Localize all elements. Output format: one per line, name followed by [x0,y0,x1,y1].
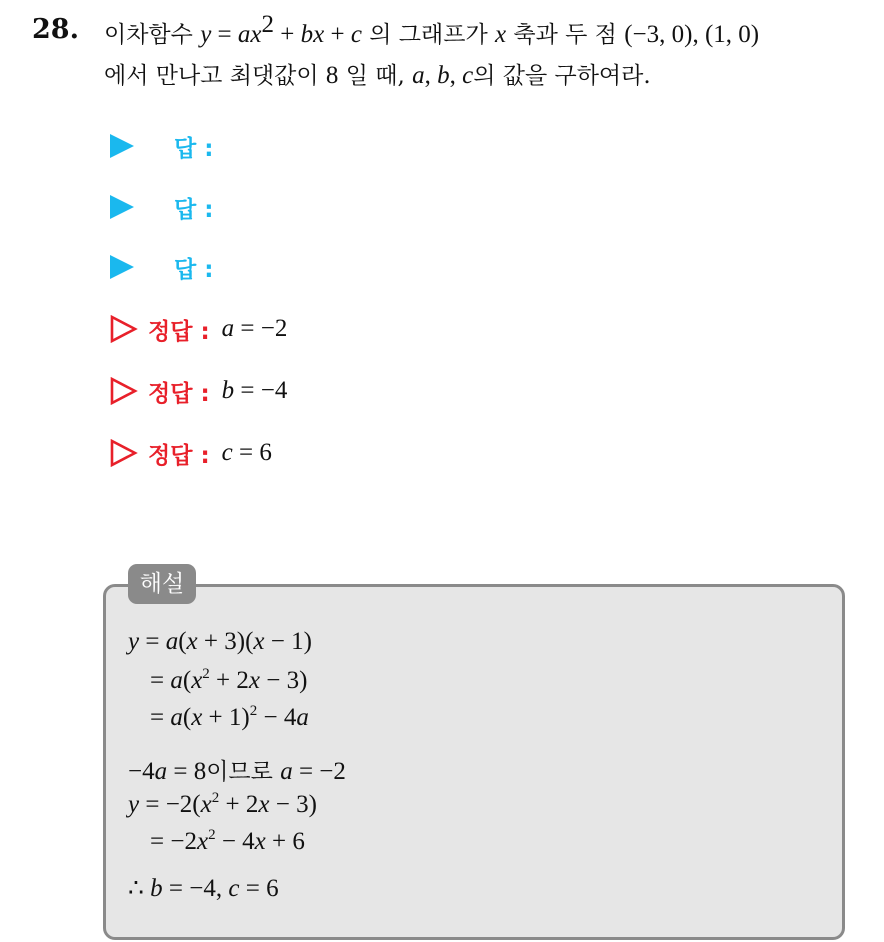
solution-label: 정답 : [148,380,210,407]
eq-var: x [186,628,198,655]
eq-op: + 6 [265,828,305,855]
eq-op: + 1) [202,704,250,731]
eq-op: ( [182,704,192,731]
math-x: x [313,21,325,48]
eq-op: − 4 [257,704,297,731]
q-text: 일 때, [338,63,413,89]
outline-triangle-icon [110,315,138,343]
eq-op: = [139,628,166,655]
solution-rest: = −2 [234,315,288,342]
play-triangle-icon [110,255,134,279]
answer-row-3 [110,252,213,282]
answer-label: 답 : [174,196,214,223]
eq-var: b [150,875,163,902]
math-op: + [324,21,351,48]
eq-exponent: 2 [249,703,258,719]
math-points: (−3, 0), (1, 0) [624,21,760,48]
answer-row-2 [110,192,213,222]
math-op: = [211,21,238,48]
explanation-line-5 [128,791,317,819]
q-text: 이차함수 [104,22,193,48]
solution-rest: = −4 [234,377,288,404]
eq-var: y [128,791,140,818]
math-exponent: 2 [261,11,275,38]
explanation-line-4 [128,753,346,786]
explanation-title: 해설 [128,564,196,604]
math-b: b [300,21,314,48]
answer-label: 답 : [174,135,214,162]
solution-var: c [221,439,233,466]
eq-op: = −2( [139,791,201,818]
eq-var: a [165,628,179,655]
solution-var: b [221,377,235,404]
solution-value [222,377,288,405]
eq-exponent: 2 [202,666,210,682]
question-number: 28. [32,14,79,45]
solution-value [222,439,272,467]
math-number: 8 [325,62,339,89]
eq-exponent: 2 [208,827,216,843]
eq-op: ( [178,628,187,655]
math-c: c [462,62,474,89]
eq-var: x [258,791,270,818]
solution-row-c [110,438,272,468]
eq-exponent: 2 [211,790,220,806]
eq-op: ( [182,667,192,694]
q-text: 축과 두 점 [506,22,625,48]
eq-op: − 1) [264,628,312,655]
eq-var: x [253,628,265,655]
q-text: 의 값을 구하여라. [473,63,651,89]
question-text-line-2 [104,57,651,90]
eq-op: = −2 [292,758,346,785]
math-y: y [200,21,212,48]
solution-label: 정답 : [148,318,210,345]
solution-row-a [110,314,287,344]
solution-var: a [221,315,235,342]
eq-var: a [280,758,293,785]
eq-var: a [296,704,309,731]
eq-op: = [150,704,171,731]
eq-op: = 8 [167,758,207,785]
math-a: a [412,62,425,89]
math-sep: , [424,62,438,89]
explanation-line-3 [150,704,309,732]
eq-op: = −2 [150,828,197,855]
solution-value [222,315,288,343]
answer-row-1 [110,131,213,161]
eq-op: = [150,667,171,694]
eq-var: a [154,758,168,785]
therefore-symbol: ∴ [128,875,151,902]
explanation-line-1 [128,628,312,656]
eq-var: c [228,875,240,902]
eq-op: + 3)( [197,628,254,655]
play-triangle-icon [110,134,134,158]
eq-var: x [191,667,203,694]
eq-var: x [191,704,203,731]
eq-var: x [200,791,212,818]
eq-op: −4 [128,758,155,785]
eq-op: + 2 [209,667,249,694]
eq-var: x [248,667,261,694]
eq-var: a [170,704,183,731]
math-a: a [237,21,251,48]
explanation-line-2 [150,667,307,695]
eq-op: − 3) [269,791,317,818]
solution-label: 정답 : [148,442,210,469]
outline-triangle-icon [110,439,138,467]
eq-op: − 3) [260,667,308,694]
question-text-line-1 [104,11,760,49]
eq-op: = 6 [239,875,279,902]
math-op: + [274,21,301,48]
eq-var: a [170,667,183,694]
eq-korean-text: 이므로 [206,759,281,785]
q-text: 에서 만나고 최댓값이 [104,63,326,89]
eq-var: y [128,628,140,655]
outline-triangle-icon [110,377,138,405]
explanation-line-7 [128,873,279,903]
math-b: b [437,62,450,89]
eq-op: = −4, [162,875,229,902]
answer-label: 답 : [174,256,214,283]
q-text: 의 그래프가 [361,22,495,48]
eq-op: + 2 [219,791,259,818]
eq-op: − 4 [215,828,255,855]
math-c: c [350,21,362,48]
solution-row-b [110,376,287,406]
math-sep: , [449,62,463,89]
math-x: x [250,21,262,48]
solution-rest: = 6 [232,439,272,466]
math-x: x [494,21,507,48]
eq-var: x [254,828,266,855]
explanation-line-6 [150,828,305,856]
play-triangle-icon [110,195,134,219]
eq-var: x [196,828,209,855]
